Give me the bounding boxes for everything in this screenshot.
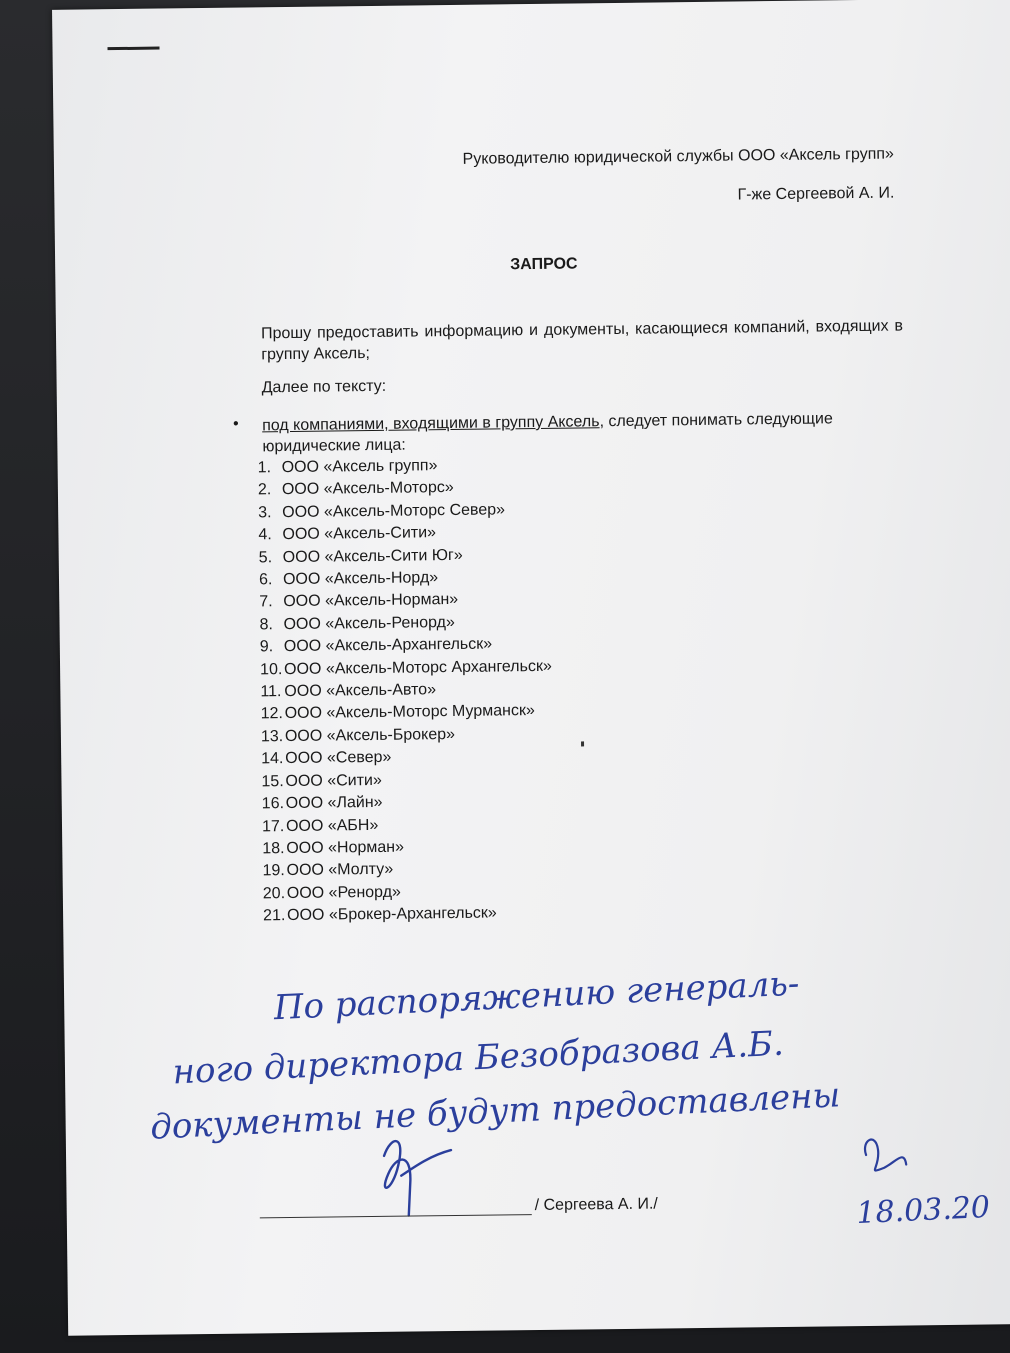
corner-dash-mark bbox=[107, 47, 159, 51]
company-name: ООО «Норман» bbox=[286, 838, 405, 857]
company-name: ООО «Аксель-Норман» bbox=[283, 591, 459, 611]
further-text-label: Далее по тексту: bbox=[261, 377, 387, 397]
company-name: ООО «Север» bbox=[285, 749, 392, 768]
list-number: 7. bbox=[259, 593, 273, 611]
addressee-line: Г-же Сергеевой А. И. bbox=[737, 184, 895, 204]
list-item bbox=[261, 700, 553, 726]
list-item bbox=[260, 655, 552, 681]
company-name: ООО «Лайн» bbox=[285, 793, 383, 813]
list-number: 19. bbox=[262, 862, 285, 880]
handwritten-line-3: документы не будут предоставлены bbox=[149, 1075, 842, 1148]
list-number: 15. bbox=[261, 772, 284, 791]
signature-scribble bbox=[384, 1140, 452, 1215]
list-number: 18. bbox=[262, 839, 285, 858]
list-number: 1. bbox=[257, 459, 272, 477]
list-number: 10. bbox=[260, 660, 283, 679]
company-name: ООО «Аксель-Норд» bbox=[282, 569, 439, 589]
handwritten-line-2: ного директора Безобразова А.Б. bbox=[171, 1023, 785, 1093]
handwritten-line-1: По распоряжению генераль- bbox=[272, 963, 801, 1029]
list-number: 21. bbox=[263, 907, 286, 925]
company-name: ООО «Аксель-Брокер» bbox=[284, 725, 456, 745]
company-name: ООО «Аксель-Моторс Мурманск» bbox=[284, 702, 535, 723]
bullet-marker: • bbox=[233, 415, 239, 433]
company-name: ООО «Аксель-Сити» bbox=[282, 524, 437, 544]
company-name: ООО «Аксель-Моторс Север» bbox=[282, 501, 506, 521]
company-name: ООО «Сити» bbox=[285, 771, 382, 790]
handwritten-date: 18.03.20 bbox=[855, 1189, 991, 1232]
request-paragraph: Прошу предоставить информацию и документы, касающиеся компаний, входящих в группу Аксель; bbox=[260, 317, 904, 364]
definition-rest: , следует понимать следующие юридические лица: bbox=[262, 410, 833, 456]
signature-line bbox=[260, 1214, 532, 1218]
document-title: ЗАПРОС bbox=[510, 255, 578, 274]
company-name: ООО «Молту» bbox=[286, 861, 394, 880]
ink-speck bbox=[581, 741, 584, 746]
definition-term: под компаниями, входящими в группу Аксель bbox=[262, 413, 600, 435]
list-number: 8. bbox=[259, 616, 274, 634]
list-number: 9. bbox=[259, 638, 274, 656]
company-name: ООО «Аксель-Моторс» bbox=[281, 479, 454, 499]
company-name: ООО «Аксель-Сити Юг» bbox=[282, 546, 463, 566]
company-name: ООО «Аксель-Архангельск» bbox=[283, 635, 493, 656]
list-number: 6. bbox=[258, 571, 273, 589]
company-list bbox=[258, 454, 555, 928]
company-name: ООО «Аксель-Моторс Архангельск» bbox=[284, 657, 552, 678]
signatory-name: / Сергеева А. И./ bbox=[534, 1195, 658, 1215]
list-number: 3. bbox=[258, 504, 272, 522]
list-number: 11. bbox=[260, 683, 282, 701]
list-number: 2. bbox=[257, 481, 272, 499]
list-number: 20. bbox=[262, 884, 286, 903]
list-number: 4. bbox=[258, 526, 272, 544]
company-name: ООО «АБН» bbox=[285, 816, 379, 835]
list-number: 12. bbox=[260, 705, 284, 723]
company-name: ООО «Аксель-Ренорд» bbox=[283, 613, 455, 633]
initials-scribble bbox=[865, 1139, 906, 1171]
definition-bullet bbox=[262, 407, 908, 457]
list-number: 16. bbox=[261, 795, 285, 813]
company-name: ООО «Аксель групп» bbox=[281, 457, 438, 477]
recipient-line: Руководителю юридической службы ООО «Аксель групп» bbox=[462, 145, 894, 168]
list-number: 13. bbox=[260, 727, 284, 746]
list-number: 17. bbox=[261, 817, 285, 835]
company-name: ООО «Брокер-Архангельск» bbox=[287, 904, 497, 925]
company-name: ООО «Аксель-Авто» bbox=[284, 681, 437, 701]
company-name: ООО «Ренорд» bbox=[286, 883, 401, 902]
list-item bbox=[263, 902, 555, 928]
document-page bbox=[52, 0, 1010, 1336]
list-number: 14. bbox=[261, 750, 284, 768]
list-number: 5. bbox=[258, 548, 273, 566]
